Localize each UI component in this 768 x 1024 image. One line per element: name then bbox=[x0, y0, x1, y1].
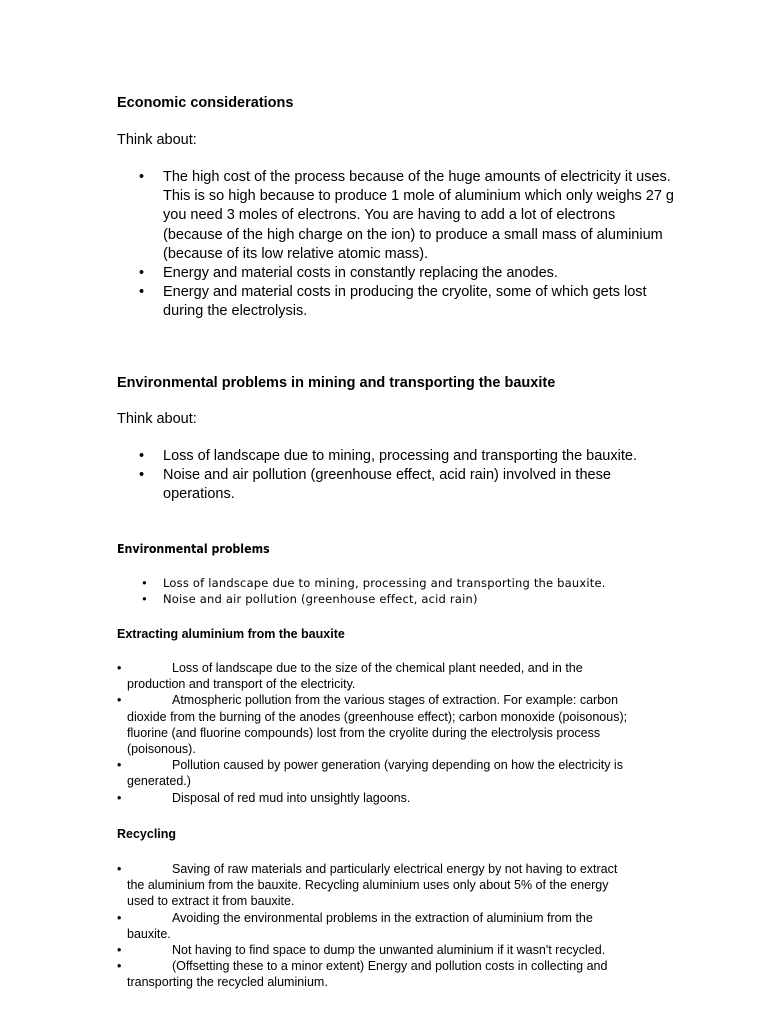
bullet-icon: • bbox=[139, 169, 145, 185]
bullet-icon: • bbox=[139, 265, 145, 282]
list-item: • Noise and air pollution (greenhouse effect, acid rain) bbox=[141, 592, 478, 606]
bullet-icon: • bbox=[117, 790, 122, 805]
list-item: • Noise and air pollution (greenhouse effect, acid rain) involved in these operations. bbox=[139, 467, 611, 503]
bullet-icon: • bbox=[117, 959, 122, 974]
recycling-list bbox=[117, 861, 637, 991]
list-item: • Saving of raw materials and particularly electrical energy by not having to extract the aluminium from the bauxite. Recycling aluminium uses only about 5% of the energy used to extract it from bauxite. bbox=[117, 862, 618, 909]
list-item: • Avoiding the environmental problems in the extraction of aluminium from the bauxite. bbox=[117, 910, 593, 941]
list-item: • Disposal of red mud into unsightly lagoons. bbox=[117, 790, 411, 805]
bullet-icon: • bbox=[141, 576, 148, 590]
bullet-icon: • bbox=[141, 592, 148, 606]
env-summary-heading: Environmental problems bbox=[117, 542, 270, 556]
economic-list bbox=[117, 168, 677, 322]
list-item: • (Offsetting these to a minor extent) Energy and pollution costs in collecting and transporting the recycled aluminium. bbox=[117, 959, 608, 990]
bullet-icon: • bbox=[117, 910, 122, 925]
bullet-icon: • bbox=[139, 284, 145, 301]
economic-think-about: Think about: bbox=[117, 132, 197, 148]
bullet-icon: • bbox=[117, 862, 122, 876]
bullet-icon: • bbox=[117, 693, 122, 708]
list-item: • Atmospheric pollution from the various stages of extraction. For example: carbon dioxide from the burning of the anodes (greenhouse effect); carbon monoxide (poisonous); fluorine (and fluorine compounds) lost from the cryolite during the electrolysis process (poisonous). bbox=[117, 693, 628, 757]
bullet-icon: • bbox=[139, 467, 145, 484]
recycling-heading: Recycling bbox=[117, 827, 177, 841]
extracting-list bbox=[117, 660, 637, 806]
list-item: • Loss of landscape due to mining, processing and transporting the bauxite. bbox=[117, 447, 677, 466]
bullet-icon: • bbox=[117, 661, 122, 675]
list-item: • Not having to find space to dump the unwanted aluminium if it wasn't recycled. bbox=[117, 943, 606, 958]
bullet-icon: • bbox=[117, 758, 122, 773]
list-item: • Energy and material costs in constantly replacing the anodes. bbox=[117, 264, 677, 283]
bullet-icon: • bbox=[117, 943, 122, 958]
economic-heading: Economic considerations bbox=[117, 95, 294, 111]
env-summary-list bbox=[117, 575, 717, 607]
list-item: • Energy and material costs in producing the cryolite, some of which gets lost during the electrolysis. bbox=[139, 284, 647, 320]
list-item: • Loss of landscape due to the size of the chemical plant needed, and in the production and transport of the electricity. bbox=[117, 661, 583, 692]
list-item: • The high cost of the process because of the huge amounts of electricity it uses. This is so high because to produce 1 mole of aluminium which only weighs 27 g you need 3 moles of electrons. You are having to add a lot of electrons (because of the high charge on the ion) to produce a small mass of aluminium (because of its low relative atomic mass). bbox=[139, 169, 674, 262]
extracting-heading: Extracting aluminium from the bauxite bbox=[117, 627, 345, 641]
list-item: • Loss of landscape due to mining, processing and transporting the bauxite. bbox=[141, 576, 606, 590]
mining-think-about: Think about: bbox=[117, 411, 197, 427]
mining-list bbox=[117, 447, 677, 505]
bullet-icon: • bbox=[139, 448, 145, 464]
list-item: • Pollution caused by power generation (varying depending on how the electricity is generated.) bbox=[117, 758, 623, 789]
mining-heading: Environmental problems in mining and transporting the bauxite bbox=[117, 375, 556, 391]
